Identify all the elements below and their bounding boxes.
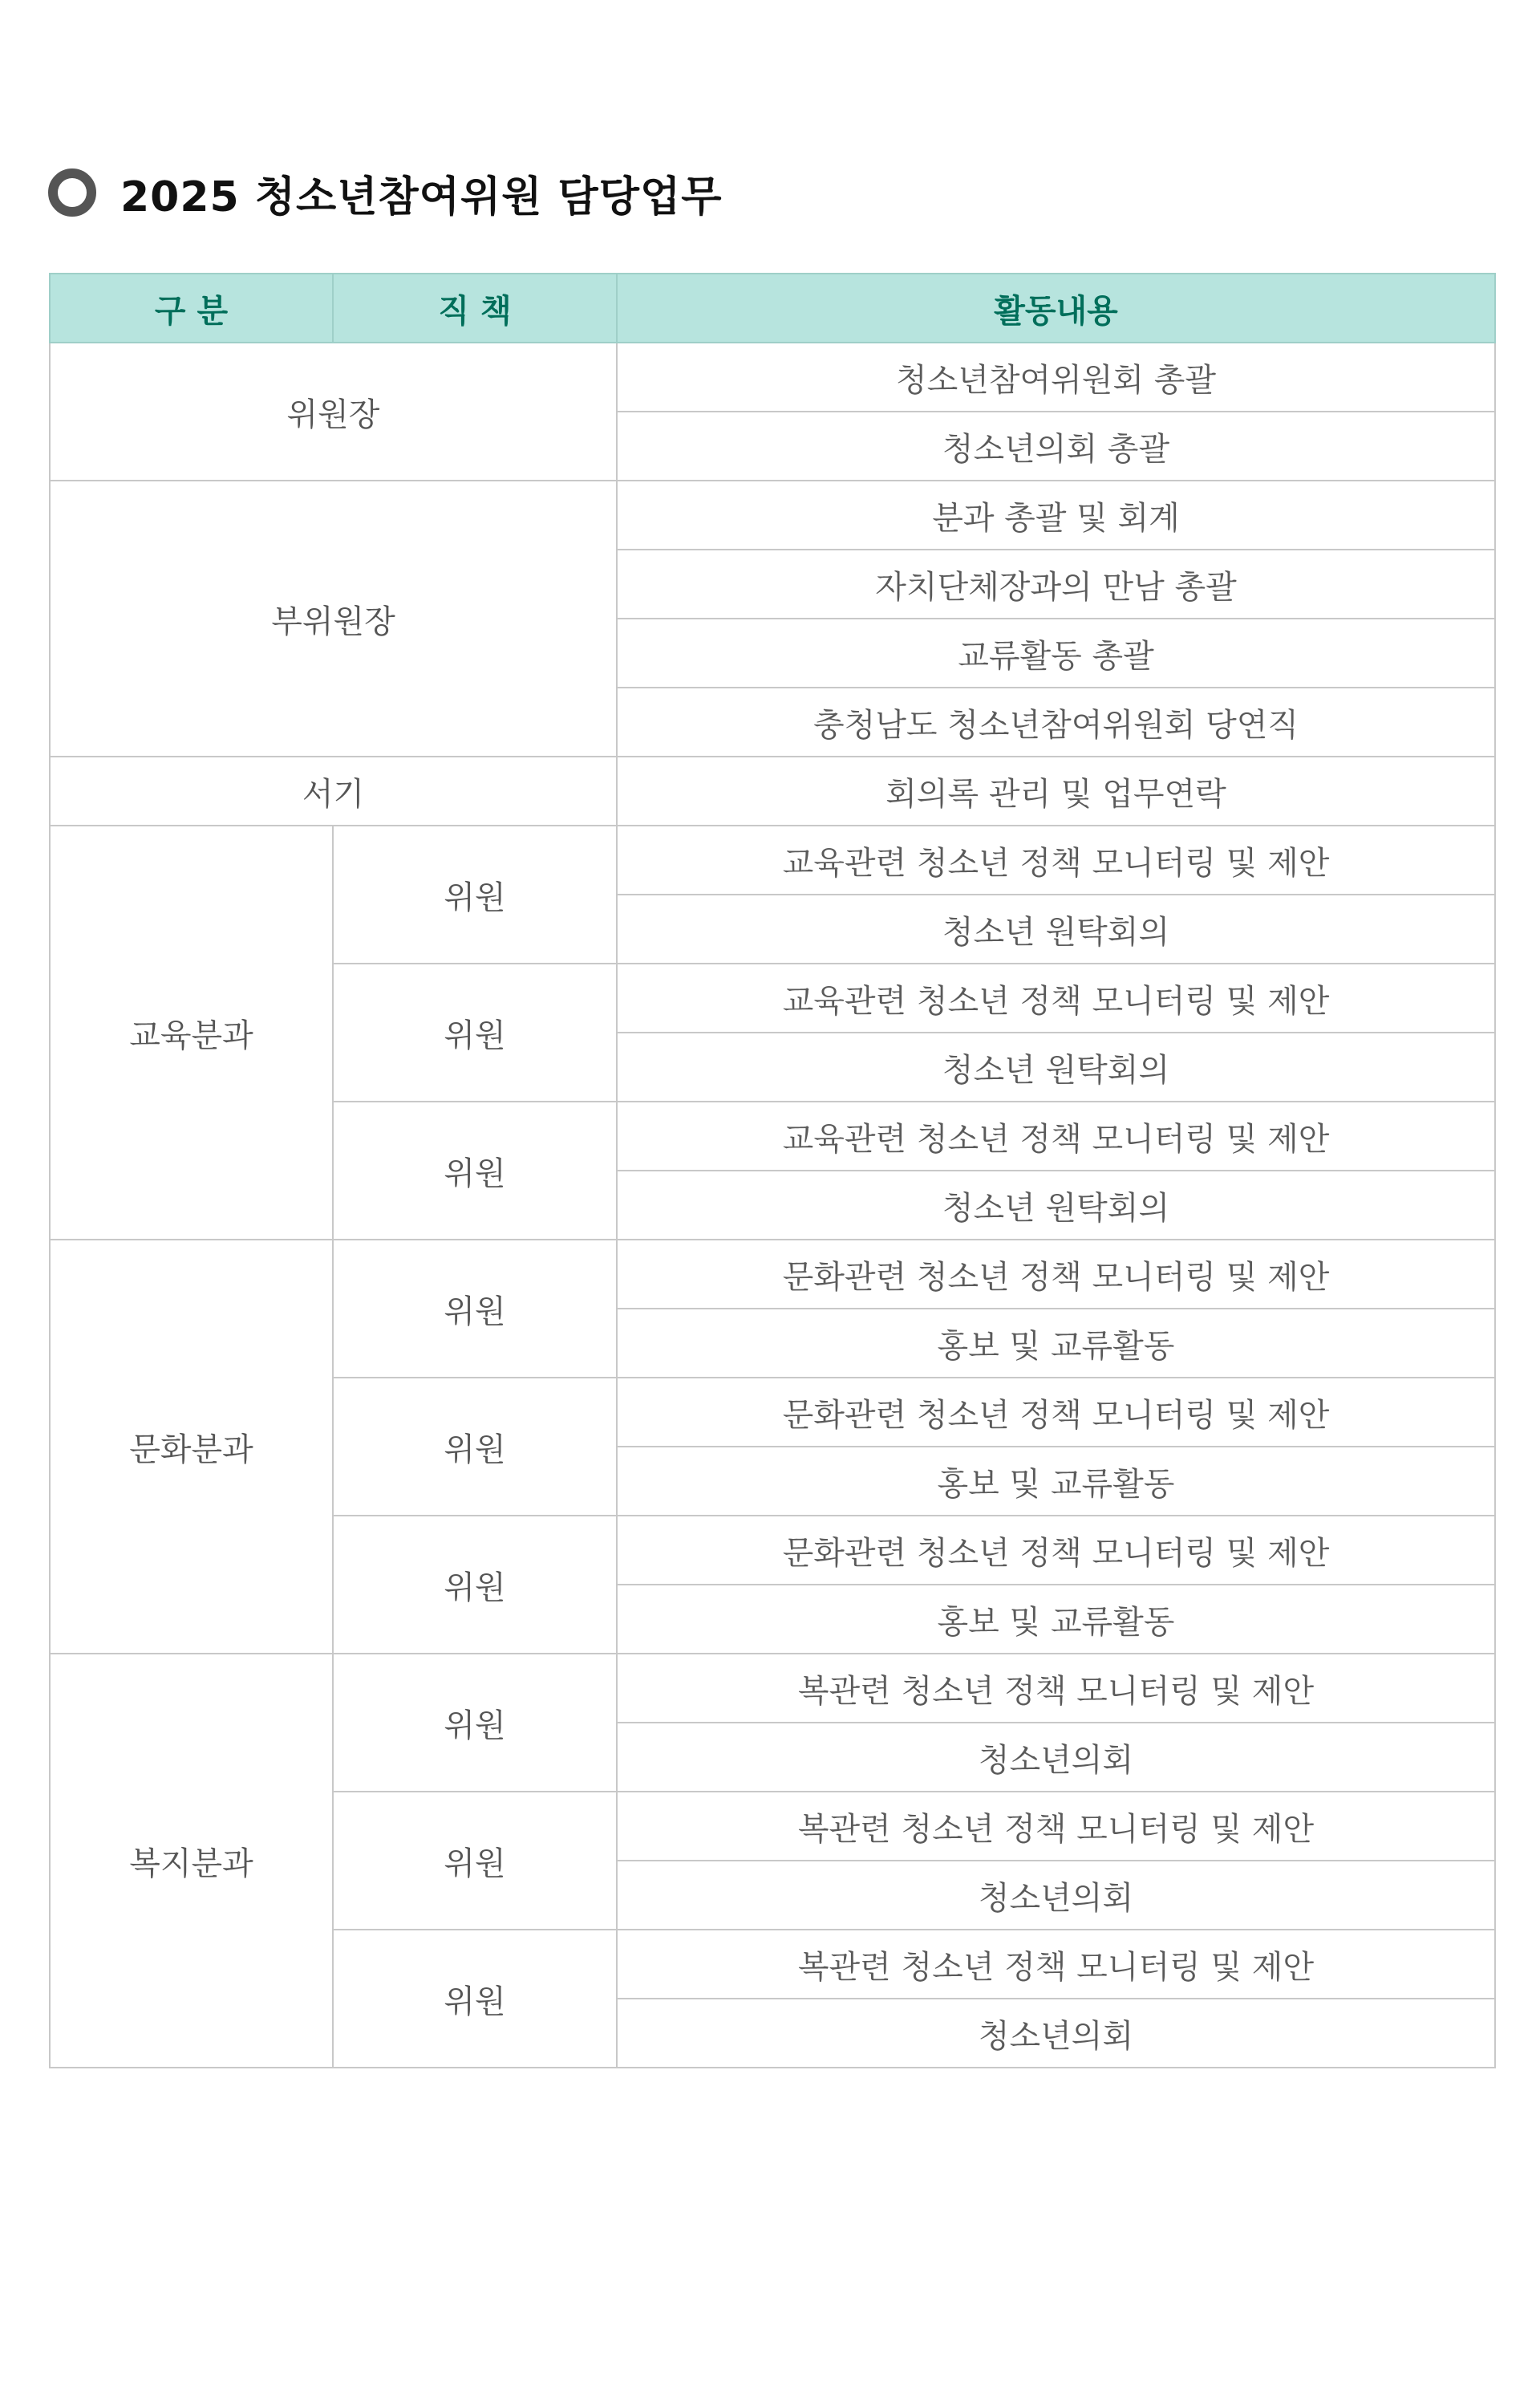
activity-cell: 청소년 원탁회의 [617,1171,1495,1240]
position-cell: 서기 [50,757,617,826]
section-heading [48,160,723,225]
activity-cell: 교육관련 청소년 정책 모니터링 및 제안 [617,1102,1495,1171]
role-cell: 위원 [333,826,617,964]
table-row [50,757,1495,826]
activity-cell: 홍보 및 교류활동 [617,1309,1495,1378]
activity-cell: 청소년의회 [617,1723,1495,1792]
table-row [50,1654,1495,1723]
role-cell: 위원 [333,1930,617,2068]
role-cell: 위원 [333,1378,617,1516]
activity-cell: 충청남도 청소년참여위원회 당연직 [617,688,1495,757]
role-cell: 위원 [333,1102,617,1240]
activity-cell: 교육관련 청소년 정책 모니터링 및 제안 [617,826,1495,895]
table-row [50,343,1495,412]
activity-cell: 문화관련 청소년 정책 모니터링 및 제안 [617,1240,1495,1309]
table-row [50,1240,1495,1309]
activity-cell: 홍보 및 교류활동 [617,1447,1495,1516]
role-cell: 위원 [333,1792,617,1930]
header-division: 구 분 [50,274,333,343]
table-row [50,481,1495,550]
activity-cell: 청소년의회 [617,1999,1495,2068]
activity-cell: 자치단체장과의 만남 총괄 [617,550,1495,619]
activity-cell: 청소년의회 [617,1861,1495,1930]
activity-cell: 분과 총괄 및 회계 [617,481,1495,550]
role-cell: 위원 [333,1516,617,1654]
role-cell: 위원 [333,1654,617,1792]
table-row [50,826,1495,895]
position-cell: 부위원장 [50,481,617,757]
division-cell: 교육분과 [50,826,333,1240]
role-cell: 위원 [333,1240,617,1378]
activity-cell: 홍보 및 교류활동 [617,1585,1495,1654]
role-cell: 위원 [333,964,617,1102]
activity-cell: 회의록 관리 및 업무연락 [617,757,1495,826]
activity-cell: 청소년 원탁회의 [617,1033,1495,1102]
activity-cell: 청소년의회 총괄 [617,412,1495,481]
activity-cell: 교육관련 청소년 정책 모니터링 및 제안 [617,964,1495,1033]
activity-cell: 청소년 원탁회의 [617,895,1495,964]
header-position: 직 책 [333,274,617,343]
table-header-row [50,274,1495,343]
page-title: 2025 청소년참여위원 담당업무 [120,173,723,221]
division-cell: 복지분과 [50,1654,333,2068]
activity-cell: 교류활동 총괄 [617,619,1495,688]
division-cell: 문화분과 [50,1240,333,1654]
activity-cell: 청소년참여위원회 총괄 [617,343,1495,412]
activity-cell: 문화관련 청소년 정책 모니터링 및 제안 [617,1516,1495,1585]
header-activities: 활동내용 [617,274,1495,343]
activity-cell: 복관련 청소년 정책 모니터링 및 제안 [617,1654,1495,1723]
duties-table [49,273,1496,2068]
activity-cell: 문화관련 청소년 정책 모니터링 및 제안 [617,1378,1495,1447]
activity-cell: 복관련 청소년 정책 모니터링 및 제안 [617,1792,1495,1861]
circle-bullet-icon [48,168,96,217]
activity-cell: 복관련 청소년 정책 모니터링 및 제안 [617,1930,1495,1999]
position-cell: 위원장 [50,343,617,481]
